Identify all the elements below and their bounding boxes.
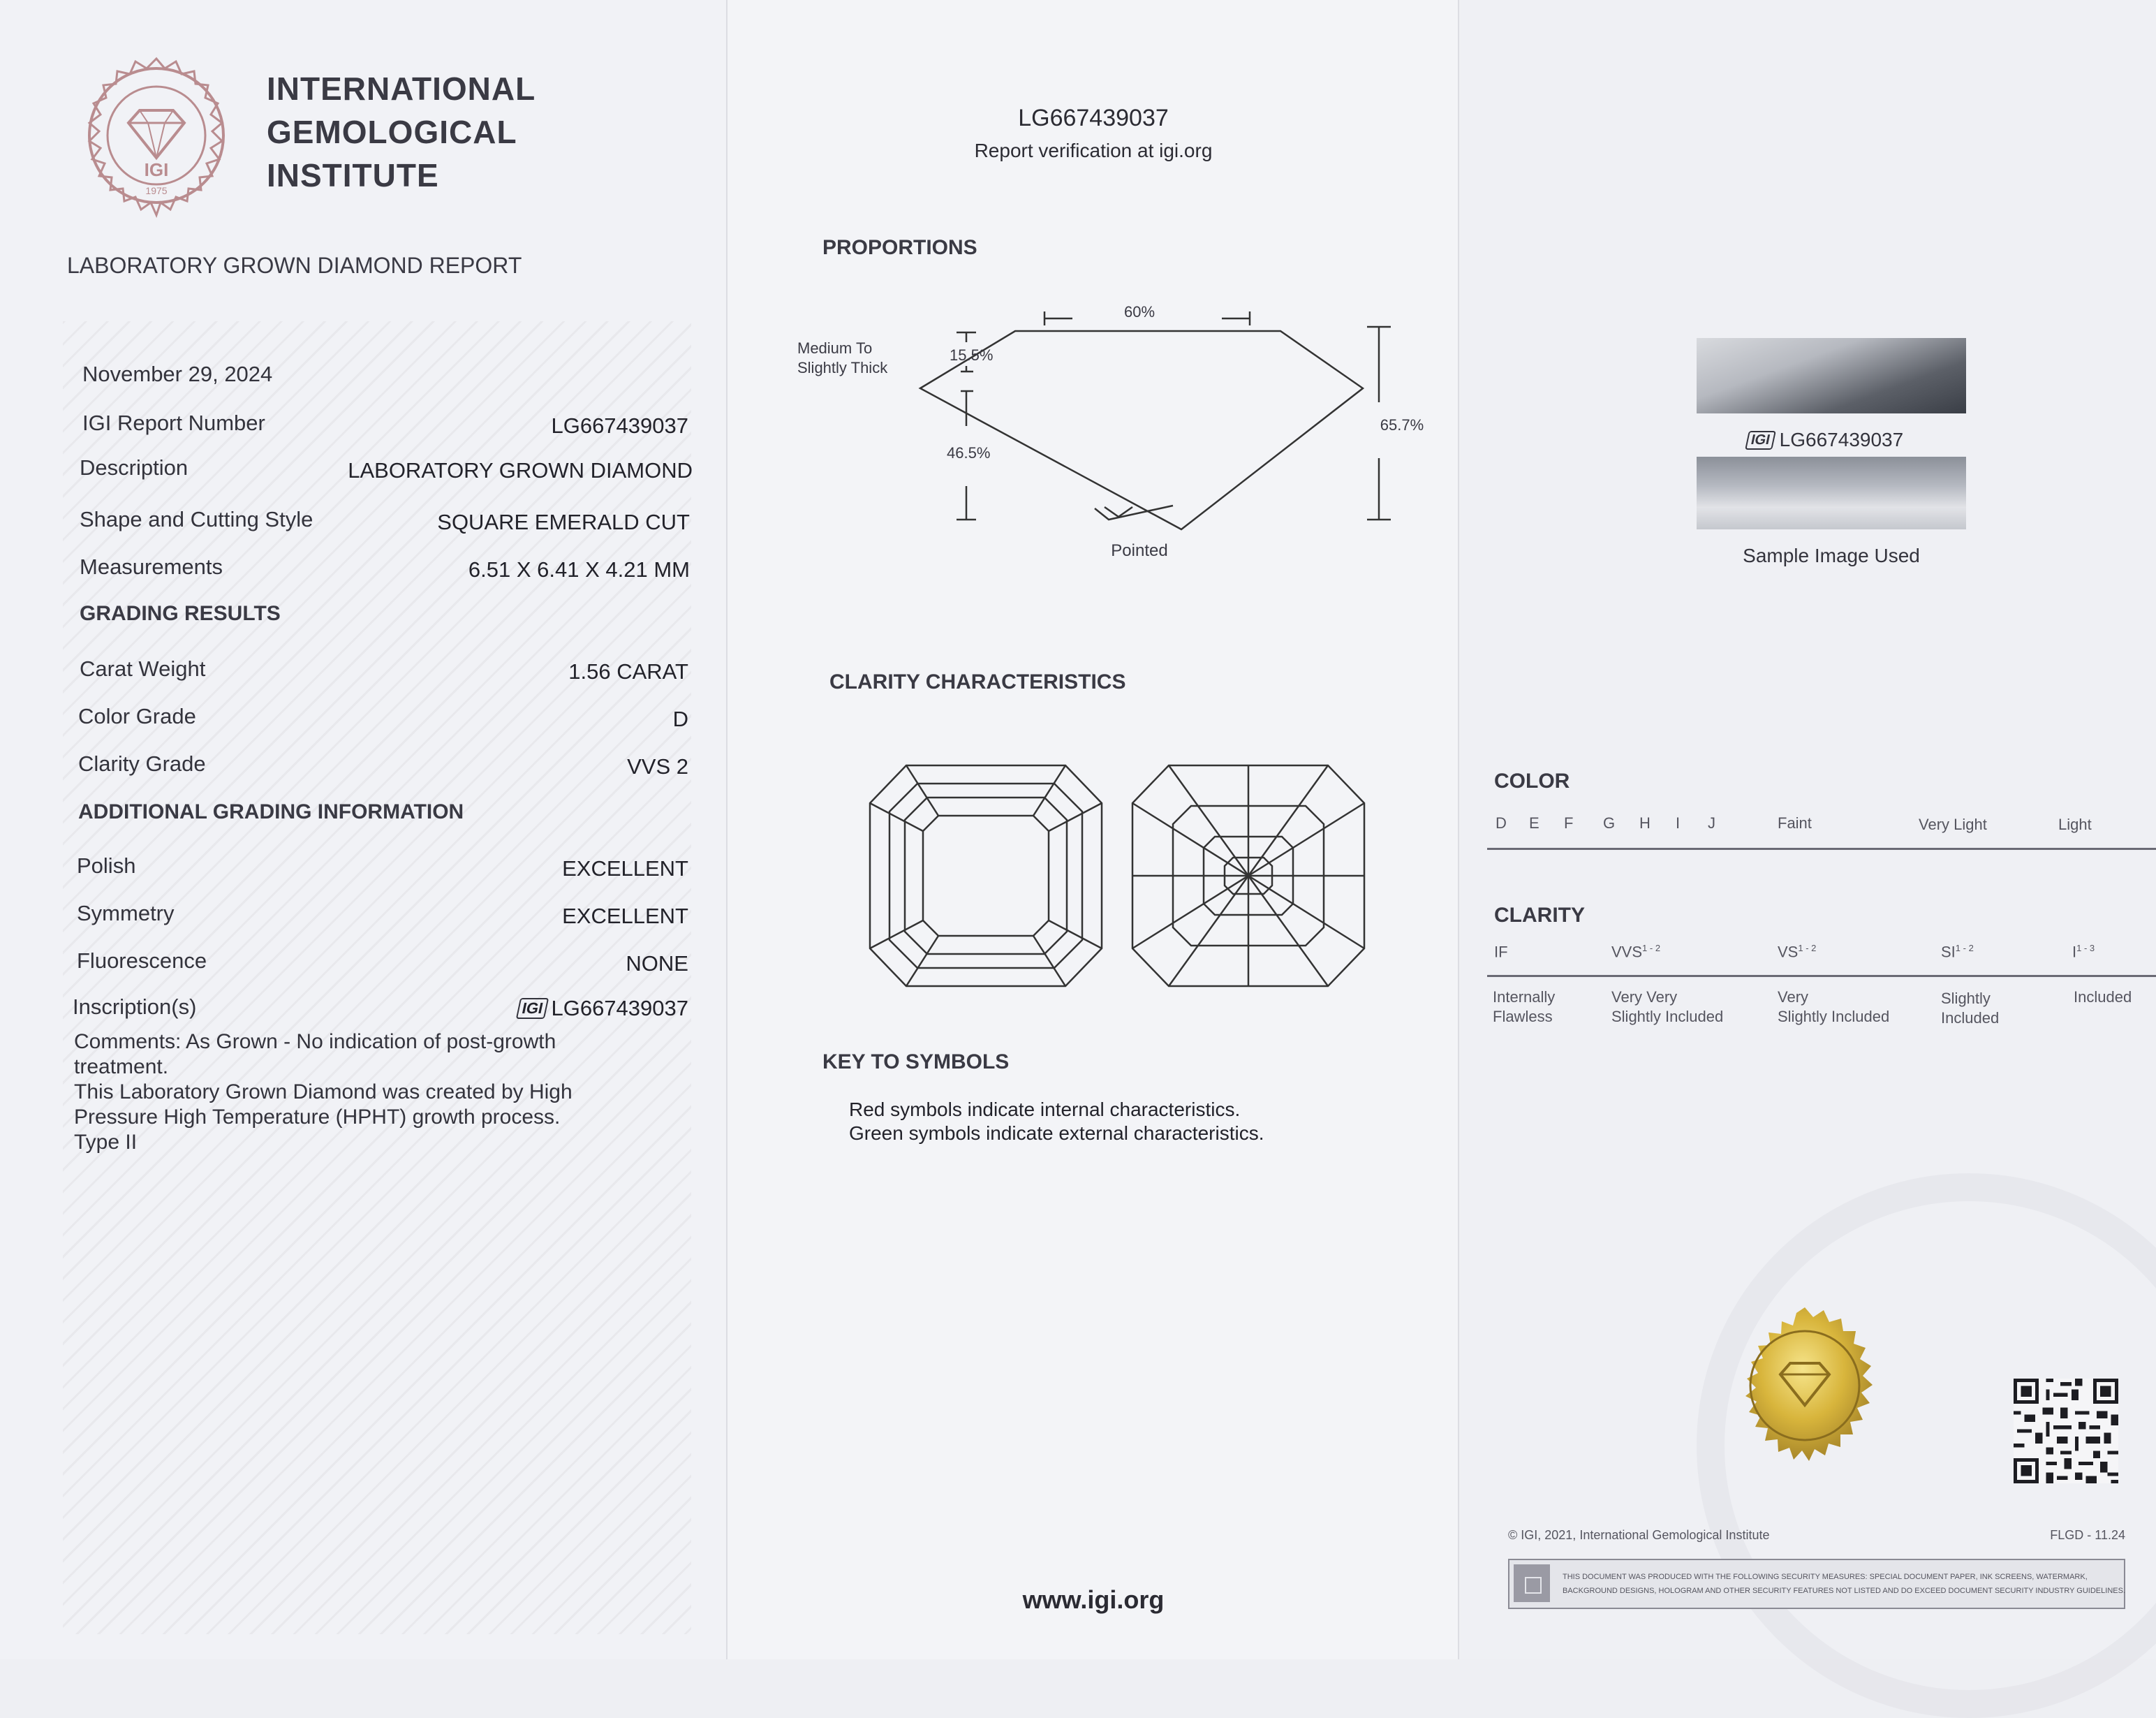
comments-block xyxy=(74,1029,573,1155)
proportions-diagram xyxy=(797,293,1426,573)
report-panel-middle xyxy=(726,0,1459,1659)
color-grade-f: F xyxy=(1564,814,1574,832)
color-scale-title: COLOR xyxy=(1494,770,1570,793)
shape-value: SQUARE EMERALD CUT xyxy=(437,510,690,534)
inscription-number: LG667439037 xyxy=(551,996,688,1020)
measurements-value: 6.51 X 6.41 X 4.21 MM xyxy=(468,557,690,582)
qr-code[interactable] xyxy=(2014,1379,2118,1483)
clarity-desc-vs: Very Slightly Included xyxy=(1778,988,1890,1025)
key-to-symbols-text xyxy=(849,1098,1264,1145)
seal-mark-text: IGI xyxy=(144,159,169,180)
org-name-line2: GEMOLOGICAL xyxy=(267,114,517,150)
polish-label: Polish xyxy=(77,853,136,878)
fluorescence-value: NONE xyxy=(626,951,688,976)
clarity-scale-rule xyxy=(1487,975,2156,977)
color-faint: Faint xyxy=(1778,814,1812,832)
color-very-light: Very Light xyxy=(1919,816,1987,833)
igi-seal-logo xyxy=(67,46,246,225)
verification-text: Report verification at igi.org xyxy=(974,140,1213,161)
clarity-desc-vvs: Very Very Slightly Included xyxy=(1611,988,1724,1025)
sample-inscription xyxy=(1747,429,1903,451)
pavilion-pct: 46.5% xyxy=(947,444,991,462)
measurements-label: Measurements xyxy=(80,555,223,579)
comments-line: This Laboratory Grown Diamond was created by High xyxy=(74,1080,573,1103)
security-notice-box xyxy=(1508,1559,2125,1609)
color-grade-i: I xyxy=(1676,814,1681,832)
color-grade-g: G xyxy=(1603,814,1616,832)
org-name-line3: INSTITUTE xyxy=(267,157,439,193)
sample-caption: Sample Image Used xyxy=(1743,545,1920,566)
proportions-title: PROPORTIONS xyxy=(822,236,977,259)
color-grade-e: E xyxy=(1529,814,1540,832)
clarity-grade-value: VVS 2 xyxy=(627,754,688,779)
color-grade-d: D xyxy=(1496,814,1507,832)
website-url: www.igi.org xyxy=(1022,1585,1165,1614)
sample-image-top xyxy=(1697,338,1966,413)
carat-value: 1.56 CARAT xyxy=(568,659,688,684)
sample-number: LG667439037 xyxy=(1779,429,1904,450)
report-date: November 29, 2024 xyxy=(82,362,273,386)
description-label: Description xyxy=(80,455,189,480)
culet-label: Pointed xyxy=(1111,541,1168,560)
clarity-grade-if: IF xyxy=(1494,943,1508,961)
clarity-desc-if: Internally Flawless xyxy=(1493,988,1556,1025)
color-scale-rule xyxy=(1487,848,2156,850)
clarity-characteristics-title: CLARITY CHARACTERISTICS xyxy=(829,670,1126,693)
girdle-line2: Slightly Thick xyxy=(797,359,888,376)
color-light: Light xyxy=(2058,816,2092,833)
report-number-value: LG667439037 xyxy=(551,413,688,438)
girdle-line1: Medium To xyxy=(797,339,873,357)
key-to-symbols-title: KEY TO SYMBOLS xyxy=(822,1050,1010,1073)
comments-line: Type II xyxy=(74,1131,138,1154)
comments-line: treatment. xyxy=(74,1055,169,1078)
report-number-header: LG667439037 xyxy=(1018,105,1169,131)
key-line-red: Red symbols indicate internal characteristics. xyxy=(849,1099,1241,1120)
clarity-grade-vvs: VVS$^{1 - 2}$ xyxy=(1611,943,1661,961)
comments-line: Pressure High Temperature (HPHT) growth process. xyxy=(74,1106,561,1129)
report-panel-left xyxy=(0,0,726,1659)
inscription-value xyxy=(518,996,688,1021)
clarity-grade-label: Clarity Grade xyxy=(78,751,206,776)
sample-image-bottom xyxy=(1697,457,1966,529)
symmetry-value: EXCELLENT xyxy=(562,904,688,928)
clarity-plot-pavilion-view xyxy=(1131,764,1366,988)
color-grade-value: D xyxy=(672,707,688,731)
shape-label: Shape and Cutting Style xyxy=(80,507,313,531)
form-code: FLGD - 11.24 xyxy=(2050,1528,2125,1542)
org-name xyxy=(267,67,536,197)
color-grade-h: H xyxy=(1639,814,1651,832)
clarity-desc-si: Slightly Included xyxy=(1941,990,2000,1027)
clarity-grade-vs: VS$^{1 - 2}$ xyxy=(1778,943,1817,961)
table-pct: 60% xyxy=(1123,303,1155,321)
color-grade-label: Color Grade xyxy=(78,704,196,728)
symmetry-label: Symmetry xyxy=(77,901,175,925)
seal-year-text: 1975 xyxy=(145,185,168,196)
carat-label: Carat Weight xyxy=(80,656,206,681)
lock-icon xyxy=(1514,1564,1550,1602)
depth-pct: 65.7% xyxy=(1380,416,1424,434)
clarity-desc-i: Included xyxy=(2074,988,2132,1006)
copyright-text: © IGI, 2021, International Gemological Institute xyxy=(1508,1528,1770,1542)
report-type-title: LABORATORY GROWN DIAMOND REPORT xyxy=(67,253,522,278)
clarity-grade-i: $I^{1 - 3}$ xyxy=(2072,943,2095,961)
clarity-grade-si: SI$^{1 - 2}$ xyxy=(1941,943,1974,961)
security-notice-text: THIS DOCUMENT WAS PRODUCED WITH THE FOLLOWING SECURITY MEASURES: SPECIAL DOCUMENT PAPER, INK SCREENS, WATERMARK, BACKGROUND DESIGNS, HOLOGRAM AND OTHER SECURITY FEATURES NOT LISTED AND DO EXCEED DOCUMENT SECURITY INDUSTRY GUIDELINES. xyxy=(1563,1573,2125,1595)
clarity-scale-title: CLARITY xyxy=(1494,904,1585,927)
igi-inscription-logo-icon: IGI xyxy=(516,998,549,1019)
org-name-line1: INTERNATIONAL xyxy=(267,71,536,107)
inscription-label: Inscription(s) xyxy=(73,994,197,1019)
clarity-plot-crown-view xyxy=(869,764,1103,988)
fluorescence-label: Fluorescence xyxy=(77,948,207,973)
comments-line: Comments: As Grown - No indication of post-growth xyxy=(74,1030,556,1053)
color-grade-j: J xyxy=(1708,814,1715,832)
description-value: LABORATORY GROWN DIAMOND xyxy=(348,458,693,483)
polish-value: EXCELLENT xyxy=(562,856,688,881)
igi-sample-logo-icon: IGI xyxy=(1745,431,1775,450)
additional-grading-title: ADDITIONAL GRADING INFORMATION xyxy=(78,800,464,823)
report-panel-right xyxy=(1458,0,2156,1659)
report-number-label: IGI Report Number xyxy=(82,411,265,435)
crown-pct: 15.5% xyxy=(950,346,994,364)
gold-hologram-seal-icon xyxy=(1718,1296,1892,1471)
key-line-green: Green symbols indicate external characteristics. xyxy=(849,1122,1264,1144)
grading-results-title: GRADING RESULTS xyxy=(80,602,281,625)
